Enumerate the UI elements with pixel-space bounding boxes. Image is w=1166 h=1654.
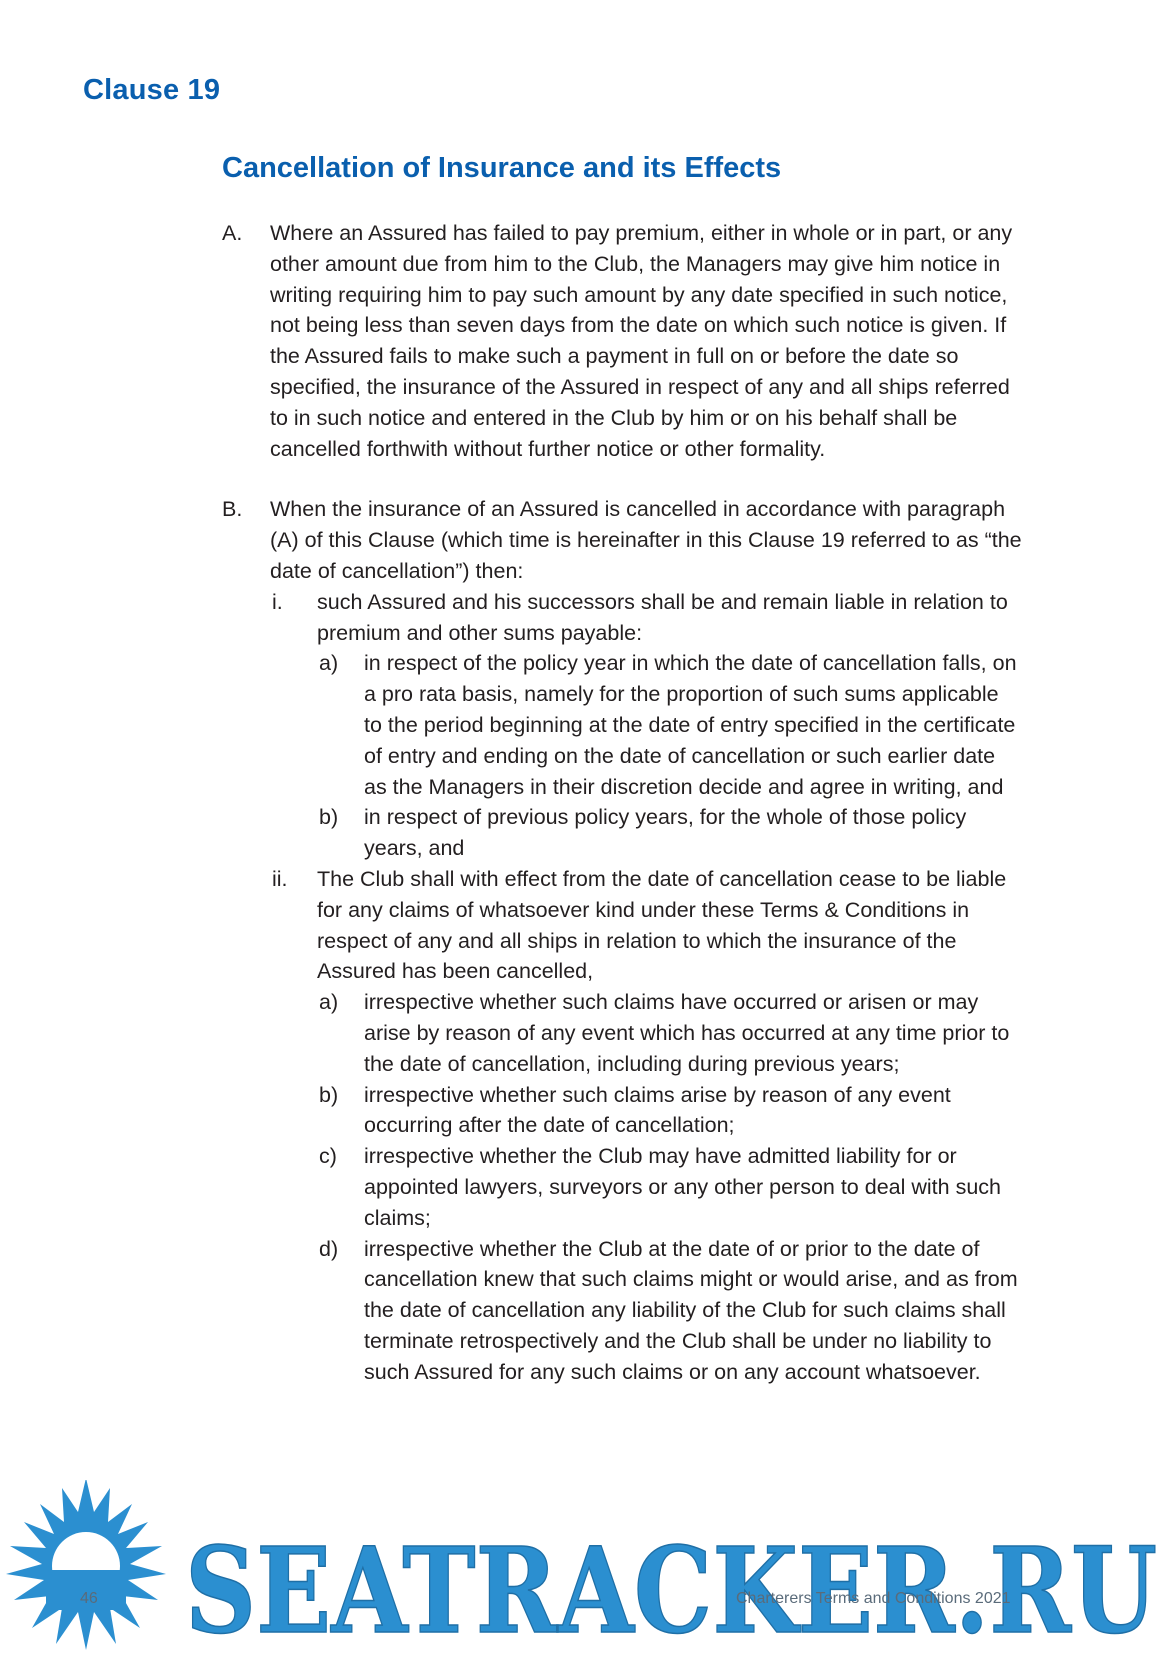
watermark-text: SEATRACKER.RU [185, 1521, 1157, 1654]
list-item [222, 1234, 1022, 1388]
clause-body [222, 218, 1022, 1387]
subparagraph-i [222, 587, 1022, 649]
list-item-marker: d) [319, 1236, 339, 1261]
footer-title: Charterers Terms and Conditions 2021 [736, 1590, 1011, 1607]
list-item-text: irrespective whether such claims have occurred or arisen or may arise by reason of any event which has occurred at any time prior to the date of cancellation, including during previous years; [364, 990, 1010, 1076]
list-item-marker: b) [319, 805, 339, 830]
list-item-marker: a) [319, 651, 339, 676]
list-item-marker: c) [319, 1144, 337, 1169]
subparagraph-text: such Assured and his successors shall be and remain liable in relation to premium and other sums payable: [317, 589, 1008, 645]
list-item-text: irrespective whether such claims arise by reason of any event occurring after the date of cancellation; [364, 1082, 951, 1138]
list-item [222, 1141, 1022, 1233]
paragraph-text: Where an Assured has failed to pay premium, either in whole or in part, or any other amount due from him to the Club, the Managers may give him notice in writing requiring him to pay such amount by any date specified in such notice, not being less than seven days from the date on which such notice is given. If the Assured fails to make such a payment in full on or before the date so specified, the insurance of the Assured in respect of any and all ships referred to in such notice and entered in the Club by him or on his behalf shall be cancelled forthwith without further notice or other formality. [270, 221, 1013, 461]
paragraph-b [222, 494, 1022, 586]
subparagraph-ii [222, 864, 1022, 987]
page-number: 46 [80, 1590, 98, 1607]
paragraph-marker: B. [222, 497, 243, 522]
watermark [0, 1480, 1166, 1654]
subparagraph-marker: ii. [272, 866, 288, 891]
section-title: Cancellation of Insurance and its Effects [222, 152, 782, 184]
clause-label: Clause 19 [83, 74, 221, 106]
list-item-marker: b) [319, 1082, 339, 1107]
list-item-text: in respect of the policy year in which the date of cancellation falls, on a pro rata basis, namely for the proportion of such sums applicable to the period beginning at the date of entry specified in the certificate of entry and ending on the date of cancellation or such earlier date as the Managers in their discretion decide and agree in writing, and [364, 651, 1017, 799]
subparagraph-marker: i. [272, 589, 283, 614]
list-item-text: in respect of previous policy years, for the whole of those policy years, and [364, 805, 967, 861]
list-item [222, 648, 1022, 802]
list-item-text: irrespective whether the Club at the date of or prior to the date of cancellation knew that such claims might or would arise, and as from the date of cancellation any liability of the Club for such claims shall terminate retrospectively and the Club shall be under no liability to such Assured for any such claims or on any account whatsoever. [364, 1236, 1018, 1384]
paragraph-a [222, 218, 1022, 464]
paragraph-text: When the insurance of an Assured is cancelled in accordance with paragraph (A) of this Clause (which time is hereinafter in this Clause 19 referred to as “the date of cancellation”) then: [270, 497, 1022, 583]
list-item-marker: a) [319, 990, 339, 1015]
paragraph-marker: A. [222, 221, 243, 245]
list-item [222, 987, 1022, 1079]
list-item [222, 1080, 1022, 1142]
sun-burst-icon [6, 1480, 166, 1650]
subparagraph-text: The Club shall with effect from the date of cancellation cease to be liable for any claims of whatsoever kind under these Terms & Conditions in respect of any and all ships in relation to which the insurance of the Assured has been cancelled, [317, 866, 1007, 984]
list-item [222, 802, 1022, 864]
list-item-text: irrespective whether the Club may have admitted liability for or appointed lawyers, surveyors or any other person to deal with such claims; [364, 1144, 1001, 1230]
